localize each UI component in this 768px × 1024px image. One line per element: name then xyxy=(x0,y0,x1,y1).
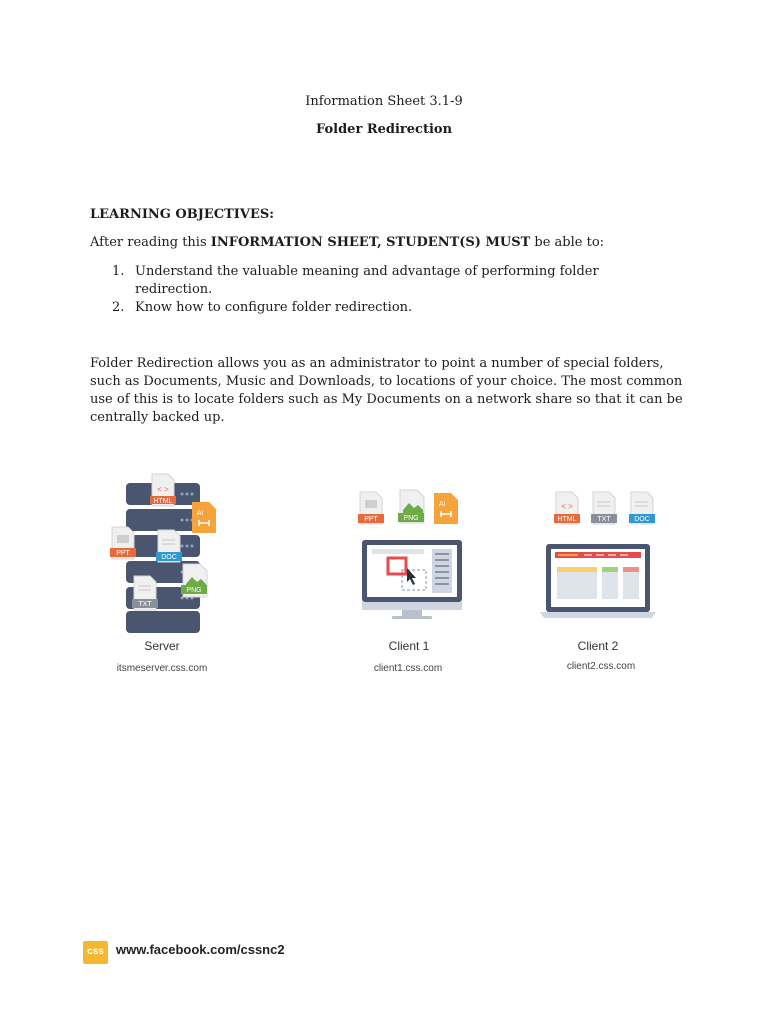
doc-file-icon xyxy=(156,530,182,562)
doc-tag: DOC xyxy=(634,516,650,523)
objective-number: 2. xyxy=(112,300,125,315)
ai-tag: Ai xyxy=(197,510,204,517)
txt-tag: TXT xyxy=(138,601,152,608)
server-label: Server xyxy=(144,639,180,653)
folder-redirection-diagram xyxy=(0,460,768,690)
css-logo-icon xyxy=(83,941,108,964)
intro-text-before: After reading this xyxy=(90,235,211,250)
svg-text:< >: < > xyxy=(157,485,169,494)
png-tag: PNG xyxy=(186,587,202,594)
css-logo-text: css xyxy=(87,946,104,957)
laptop-icon xyxy=(540,544,656,618)
png-file-icon xyxy=(181,564,207,597)
objective-number: 1. xyxy=(112,264,125,279)
client2-html-file-icon xyxy=(554,492,580,524)
ppt-tag: PPT xyxy=(364,516,378,523)
html-tag: HTML xyxy=(557,516,577,523)
server-host: itsmeserver.css.com xyxy=(116,663,208,674)
learning-objectives-intro xyxy=(90,235,604,250)
txt-file-icon xyxy=(132,576,158,610)
doc-tag: DOC xyxy=(161,554,177,561)
ppt-file-icon xyxy=(110,527,136,559)
objective-text: Understand the valuable meaning and advantage of performing folder redirection. xyxy=(135,264,599,297)
intro-text-bold: INFORMATION SHEET, STUDENT(S) MUST xyxy=(210,235,531,250)
txt-tag: TXT xyxy=(597,516,611,523)
facebook-url[interactable]: www.facebook.com/cssnc2 xyxy=(116,942,285,957)
ai-file-icon xyxy=(192,502,216,533)
png-tag: PNG xyxy=(403,515,419,522)
client1-host: client1.css.com xyxy=(373,663,443,674)
objectives-list xyxy=(90,263,650,317)
ppt-tag: PPT xyxy=(116,550,130,557)
html-tag: HTML xyxy=(153,498,173,505)
svg-text:< >: < > xyxy=(561,502,573,511)
client2-label: Client 2 xyxy=(577,639,619,653)
ai-tag: Ai xyxy=(439,501,446,508)
client1-label: Client 1 xyxy=(388,639,430,653)
objective-item xyxy=(90,299,650,317)
body-paragraph: Folder Redirection allows you as an administrator to point a number of special folders, such as Documents, Music and Downloads, to locations of your choice. The most common use of this is to locate folders such as My Documents on a network share so that it can be centrally backed up. xyxy=(90,356,683,425)
objective-text: Know how to configure folder redirection. xyxy=(135,300,413,315)
intro-text-after: be able to: xyxy=(530,235,605,250)
objective-item xyxy=(90,263,650,299)
page-title: Folder Redirection xyxy=(315,122,453,137)
client2-host: client2.css.com xyxy=(566,661,636,672)
client1-ppt-file-icon xyxy=(358,492,384,524)
monitor-icon xyxy=(362,540,462,619)
learning-objectives-heading: LEARNING OBJECTIVES: xyxy=(90,207,275,222)
sheet-number: Information Sheet 3.1-9 xyxy=(305,94,463,109)
client1-png-file-icon xyxy=(398,490,424,523)
client1-ai-file-icon xyxy=(434,493,458,524)
client2-txt-file-icon xyxy=(591,492,617,524)
client2-doc-file-icon xyxy=(629,492,655,524)
html-file-icon xyxy=(150,474,176,506)
